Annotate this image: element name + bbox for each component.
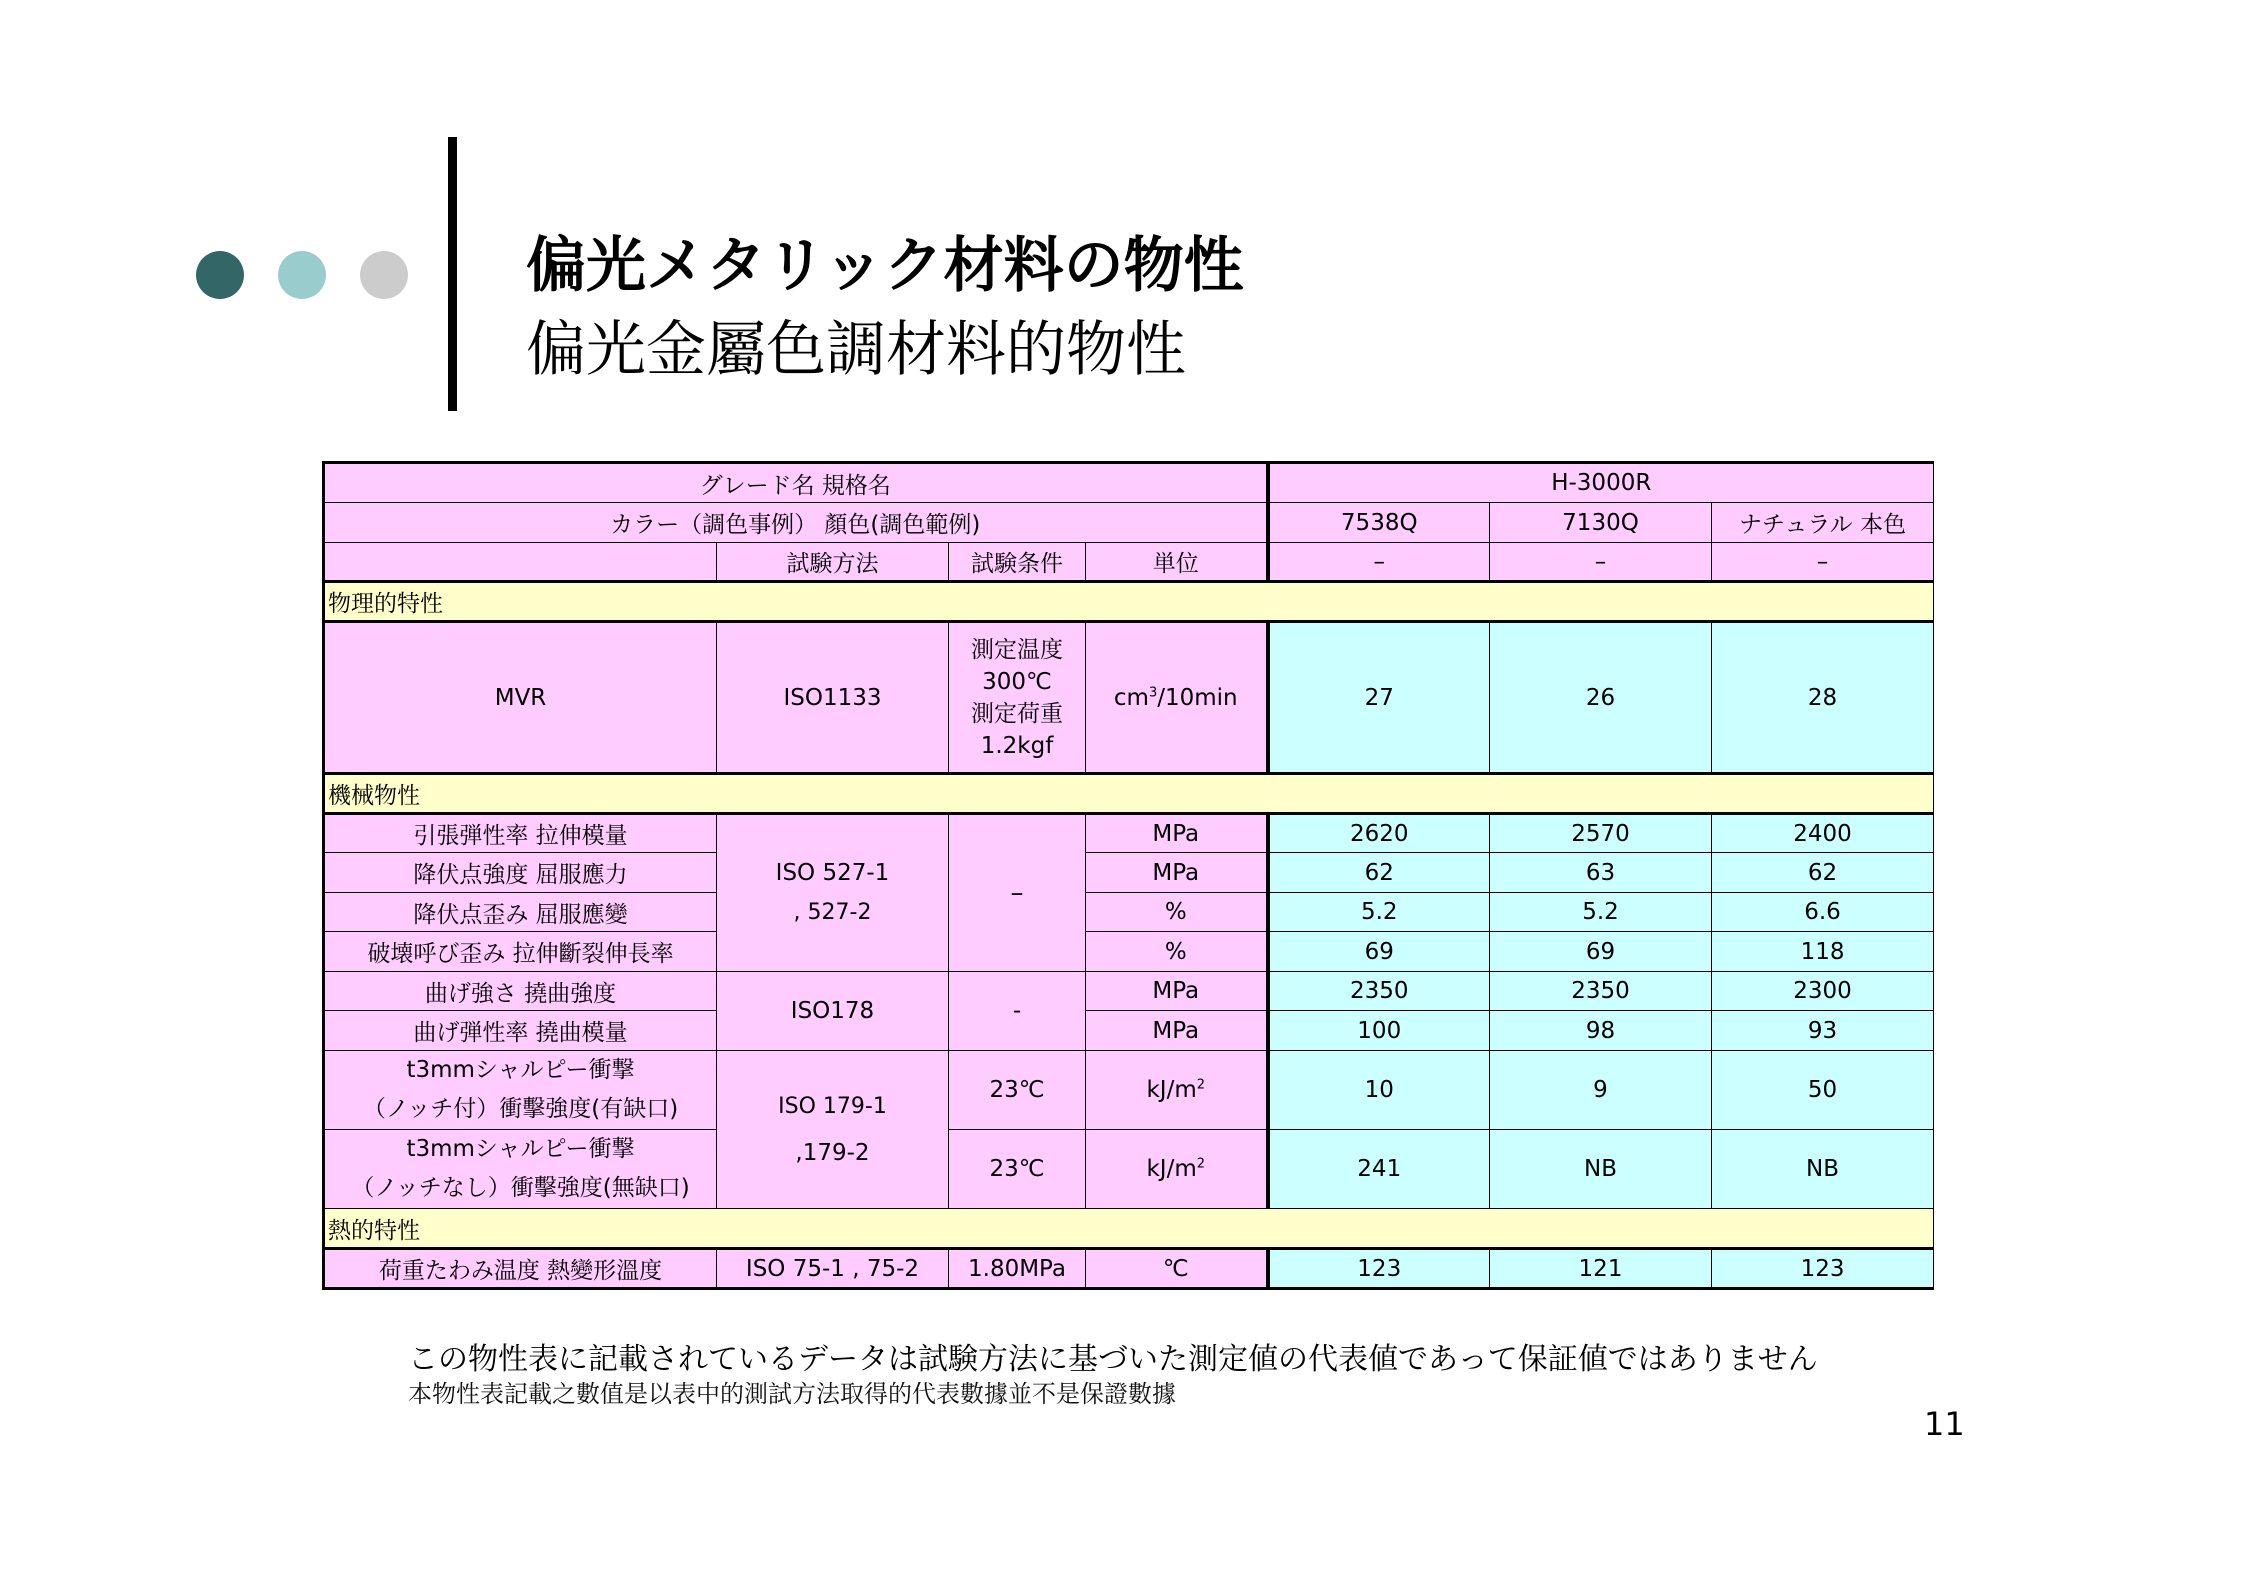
mvr-name: MVR bbox=[324, 622, 717, 774]
property-condition: 23℃ bbox=[949, 1130, 1086, 1209]
property-value: 98 bbox=[1490, 1011, 1712, 1051]
mvr-method: ISO1133 bbox=[717, 622, 949, 774]
decor-dot-gray bbox=[360, 251, 408, 299]
property-value: 5.2 bbox=[1490, 893, 1712, 932]
property-unit: % bbox=[1086, 932, 1268, 972]
tensile-method: ISO 527-1 , 527-2 bbox=[717, 814, 949, 972]
section-physical: 物理的特性 bbox=[324, 582, 1934, 622]
hdt-value: 121 bbox=[1490, 1249, 1712, 1289]
header-dash: – bbox=[1268, 543, 1490, 582]
property-name: 引張弾性率 拉伸模量 bbox=[324, 814, 717, 853]
page-title-ja: 偏光メタリック材料の物性 bbox=[526, 231, 1244, 301]
property-name: 降伏点強度 屈服應力 bbox=[324, 853, 717, 893]
flex-condition: - bbox=[949, 972, 1086, 1051]
property-unit: MPa bbox=[1086, 814, 1268, 853]
section-thermal: 熱的特性 bbox=[324, 1209, 1934, 1249]
property-value: 62 bbox=[1268, 853, 1490, 893]
disclaimer-ja: この物性表に記載されているデータは試験方法に基づいた測定値の代表値であって保証値ではありません bbox=[408, 1342, 1818, 1377]
property-value: 50 bbox=[1712, 1051, 1934, 1130]
property-name: t3mmシャルピー衝撃 （ノッチ付）衝擊強度(有缺口) bbox=[324, 1051, 717, 1130]
header-unit: 単位 bbox=[1086, 543, 1268, 582]
header-dash: – bbox=[1712, 543, 1934, 582]
property-name: 破壊呼び歪み 拉伸斷裂伸長率 bbox=[324, 932, 717, 972]
color-label: カラー（調色事例） 顏色(調色範例) bbox=[324, 503, 1268, 543]
mvr-value: 27 bbox=[1268, 622, 1490, 774]
tensile-condition: – bbox=[949, 814, 1086, 972]
disclaimer-zh: 本物性表記載之數值是以表中的測試方法取得的代表數據並不是保證數據 bbox=[408, 1380, 1176, 1408]
property-value: 10 bbox=[1268, 1051, 1490, 1130]
color-7130q: 7130Q bbox=[1490, 503, 1712, 543]
property-value: 63 bbox=[1490, 853, 1712, 893]
property-value: 2570 bbox=[1490, 814, 1712, 853]
property-value: 2400 bbox=[1712, 814, 1934, 853]
mvr-unit: $cm^3/10\min$ bbox=[1086, 622, 1268, 774]
property-name: t3mmシャルピー衝撃 （ノッチなし）衝擊強度(無缺口) bbox=[324, 1130, 717, 1209]
header-method: 試験方法 bbox=[717, 543, 949, 582]
property-value: 2620 bbox=[1268, 814, 1490, 853]
property-value: 6.6 bbox=[1712, 893, 1934, 932]
property-unit: $kJ/m^2$ bbox=[1086, 1130, 1268, 1209]
property-value: 62 bbox=[1712, 853, 1934, 893]
mvr-condition: 測定温度 300℃ 測定荷重 1.2kgf bbox=[949, 622, 1086, 774]
mvr-value: 28 bbox=[1712, 622, 1934, 774]
property-unit: MPa bbox=[1086, 853, 1268, 893]
color-natural: ナチュラル 本色 bbox=[1712, 503, 1934, 543]
property-value: 100 bbox=[1268, 1011, 1490, 1051]
hdt-condition: 1.80MPa bbox=[949, 1249, 1086, 1289]
property-value: 9 bbox=[1490, 1051, 1712, 1130]
properties-table bbox=[322, 461, 1934, 1290]
hdt-unit: ℃ bbox=[1086, 1249, 1268, 1289]
flex-method: ISO178 bbox=[717, 972, 949, 1051]
property-value: 93 bbox=[1712, 1011, 1934, 1051]
hdt-value: 123 bbox=[1268, 1249, 1490, 1289]
header-blank bbox=[324, 543, 717, 582]
title-divider bbox=[448, 137, 457, 411]
hdt-value: 123 bbox=[1712, 1249, 1934, 1289]
hdt-method: ISO 75-1 , 75-2 bbox=[717, 1249, 949, 1289]
header-dash: – bbox=[1490, 543, 1712, 582]
property-name: 曲げ弾性率 撓曲模量 bbox=[324, 1011, 717, 1051]
mvr-value: 26 bbox=[1490, 622, 1712, 774]
property-unit: MPa bbox=[1086, 972, 1268, 1011]
property-name: 曲げ強さ 撓曲強度 bbox=[324, 972, 717, 1011]
hdt-name: 荷重たわみ温度 熱變形溫度 bbox=[324, 1249, 717, 1289]
property-value: 2350 bbox=[1268, 972, 1490, 1011]
property-value: 69 bbox=[1490, 932, 1712, 972]
property-name: 降伏点歪み 屈服應變 bbox=[324, 893, 717, 932]
property-value: 241 bbox=[1268, 1130, 1490, 1209]
property-unit: MPa bbox=[1086, 1011, 1268, 1051]
property-value: 2300 bbox=[1712, 972, 1934, 1011]
property-unit: $kJ/m^2$ bbox=[1086, 1051, 1268, 1130]
grade-label: グレード名 規格名 bbox=[324, 463, 1268, 503]
section-mechanical: 機械物性 bbox=[324, 774, 1934, 814]
property-unit: % bbox=[1086, 893, 1268, 932]
property-condition: 23℃ bbox=[949, 1051, 1086, 1130]
color-7538q: 7538Q bbox=[1268, 503, 1490, 543]
header-condition: 試験条件 bbox=[949, 543, 1086, 582]
property-value: 2350 bbox=[1490, 972, 1712, 1011]
decor-dot-dark bbox=[196, 251, 244, 299]
decor-dot-teal bbox=[278, 251, 326, 299]
property-value: 5.2 bbox=[1268, 893, 1490, 932]
page-number: 11 bbox=[1924, 1405, 1965, 1443]
property-value: 118 bbox=[1712, 932, 1934, 972]
property-value: NB bbox=[1490, 1130, 1712, 1209]
property-value: 69 bbox=[1268, 932, 1490, 972]
grade-value: H-3000R bbox=[1268, 463, 1934, 503]
property-value: NB bbox=[1712, 1130, 1934, 1209]
impact-method: ISO 179-1 ,179-2 bbox=[717, 1051, 949, 1209]
page-title-zh: 偏光金屬色調材料的物性 bbox=[526, 315, 1186, 385]
